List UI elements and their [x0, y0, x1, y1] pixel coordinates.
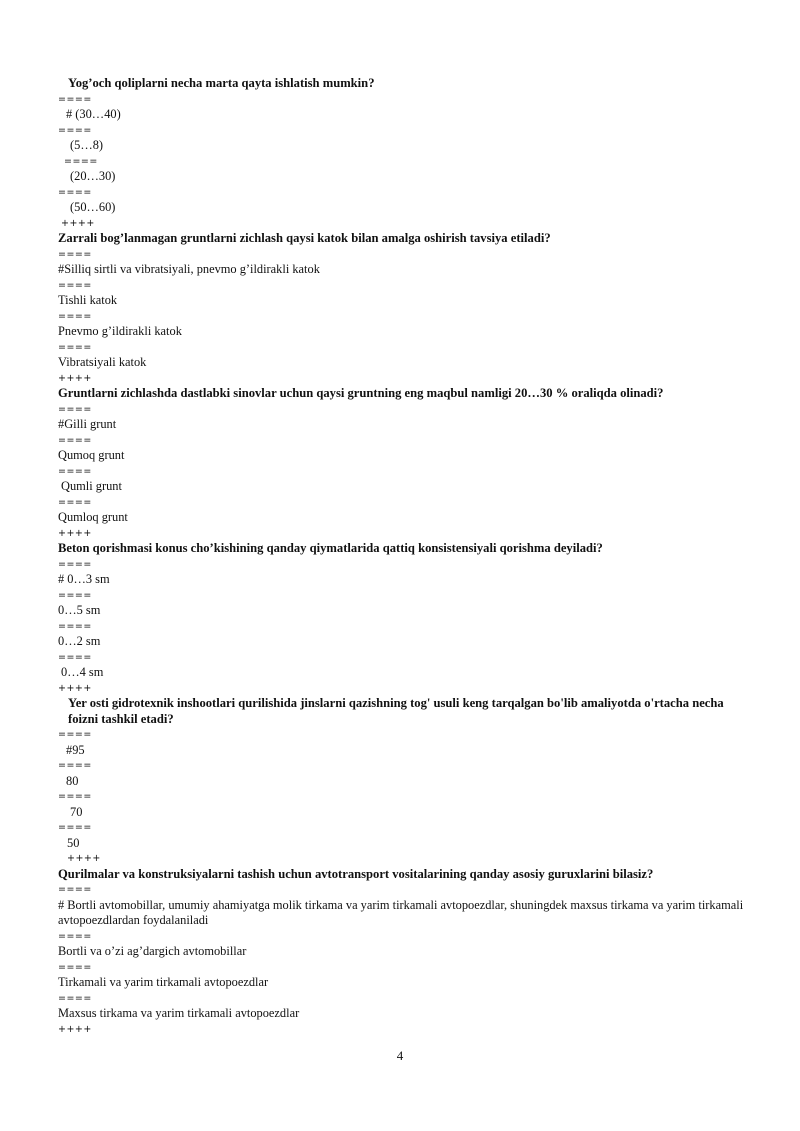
separator: ==== — [58, 930, 92, 942]
question-block-5 — [58, 696, 752, 867]
answer-option-correct: # 0…3 sm — [58, 572, 110, 586]
terminator: ++++ — [58, 372, 92, 384]
answer-option: 50 — [67, 835, 80, 850]
question-text: Yer osti gidrotexnik inshootlari qurilishida jinslarni qazishning tog' usuli keng tarqalgan bo'lib amaliyotda o'rtacha necha foizni tashkil etadi? — [68, 696, 724, 726]
answer-option: Tishli katok — [58, 293, 118, 307]
question-text: Qurilmalar va konstruksiyalarni tashish uchun avtotransport vositalarining qanday asosiy guruxlarini bilasiz? — [58, 866, 654, 881]
terminator: ++++ — [58, 527, 92, 539]
separator: ==== — [58, 992, 92, 1004]
separator: ==== — [58, 341, 92, 353]
question-text: Yog’och qoliplarni necha marta qayta ishlatish mumkin? — [68, 76, 375, 90]
answer-option: Qumloq grunt — [58, 510, 128, 524]
page-number: 4 — [396, 1048, 404, 1063]
answer-option: Pnevmo g’ildirakli katok — [58, 324, 182, 338]
separator: ==== — [58, 310, 92, 322]
separator: ==== — [58, 403, 92, 415]
answer-option: Vibratsiyali katok — [58, 355, 147, 369]
answer-option: 70 — [70, 804, 83, 819]
question-block-1 — [58, 76, 752, 231]
separator: ==== — [58, 791, 92, 802]
separator: ==== — [58, 248, 92, 260]
answer-option: (5…8) — [70, 138, 104, 152]
separator: ==== — [58, 186, 92, 198]
answer-option: 80 — [66, 773, 79, 788]
answer-option-correct: # Bortli avtomobillar, umumiy ahamiyatga molik tirkama va yarim tirkamali avtopoezdlar, shuningdek maxsus tirkama va yarim tirkamali avtopoezdlardan foydalaniladi — [58, 897, 744, 927]
separator: ==== — [58, 884, 92, 895]
answer-option: 0…2 sm — [58, 634, 101, 648]
separator: ==== — [58, 760, 92, 771]
terminator: ++++ — [58, 682, 92, 694]
separator: ==== — [58, 961, 92, 973]
separator: ==== — [64, 155, 98, 167]
answer-option: 0…4 sm — [61, 665, 104, 679]
question-block-2 — [58, 231, 752, 386]
answer-option: (50…60) — [70, 200, 116, 214]
separator: ==== — [58, 465, 92, 477]
question-text: Gruntlarni zichlashda dastlabki sinovlar uchun qaysi gruntning eng maqbul namligi 20…30 % oraliqda olinadi? — [58, 386, 664, 400]
separator: ==== — [58, 822, 92, 833]
question-block-6 — [58, 867, 752, 1038]
separator: ==== — [58, 620, 92, 632]
separator: ==== — [58, 651, 92, 663]
separator: ==== — [58, 124, 92, 136]
answer-option: 0…5 sm — [58, 603, 101, 617]
separator: ==== — [58, 558, 92, 570]
answer-option-correct: # (30…40) — [66, 107, 121, 121]
terminator: ++++ — [58, 1023, 92, 1035]
separator: ==== — [58, 434, 92, 446]
question-text: Beton qorishmasi konus cho’kishining qanday qiymatlarida qattiq konsistensiyali qorishma deyiladi? — [58, 541, 603, 555]
answer-option-correct: #Gilli grunt — [58, 417, 117, 431]
answer-option-correct: #Silliq sirtli va vibratsiyali, pnevmo g’ildirakli katok — [58, 262, 320, 276]
terminator: ++++ — [61, 217, 95, 229]
separator: ==== — [58, 279, 92, 291]
question-block-4 — [58, 541, 752, 696]
answer-option: Bortli va o’zi ag’dargich avtomobillar — [58, 944, 247, 958]
terminator: ++++ — [67, 853, 101, 864]
separator: ==== — [58, 729, 92, 740]
separator: ==== — [58, 93, 92, 105]
answer-option-correct: #95 — [66, 742, 85, 757]
answer-option: Qumoq grunt — [58, 448, 125, 462]
answer-option: Qumli grunt — [61, 479, 122, 493]
answer-option: Maxsus tirkama va yarim tirkamali avtopoezdlar — [58, 1006, 300, 1020]
question-block-3 — [58, 386, 752, 541]
separator: ==== — [58, 496, 92, 508]
answer-option: (20…30) — [70, 169, 116, 183]
question-text: Zarrali bog’lanmagan gruntlarni zichlash qaysi katok bilan amalga oshirish tavsiya etiladi? — [58, 231, 551, 245]
answer-option: Tirkamali va yarim tirkamali avtopoezdlar — [58, 975, 269, 989]
separator: ==== — [58, 589, 92, 601]
